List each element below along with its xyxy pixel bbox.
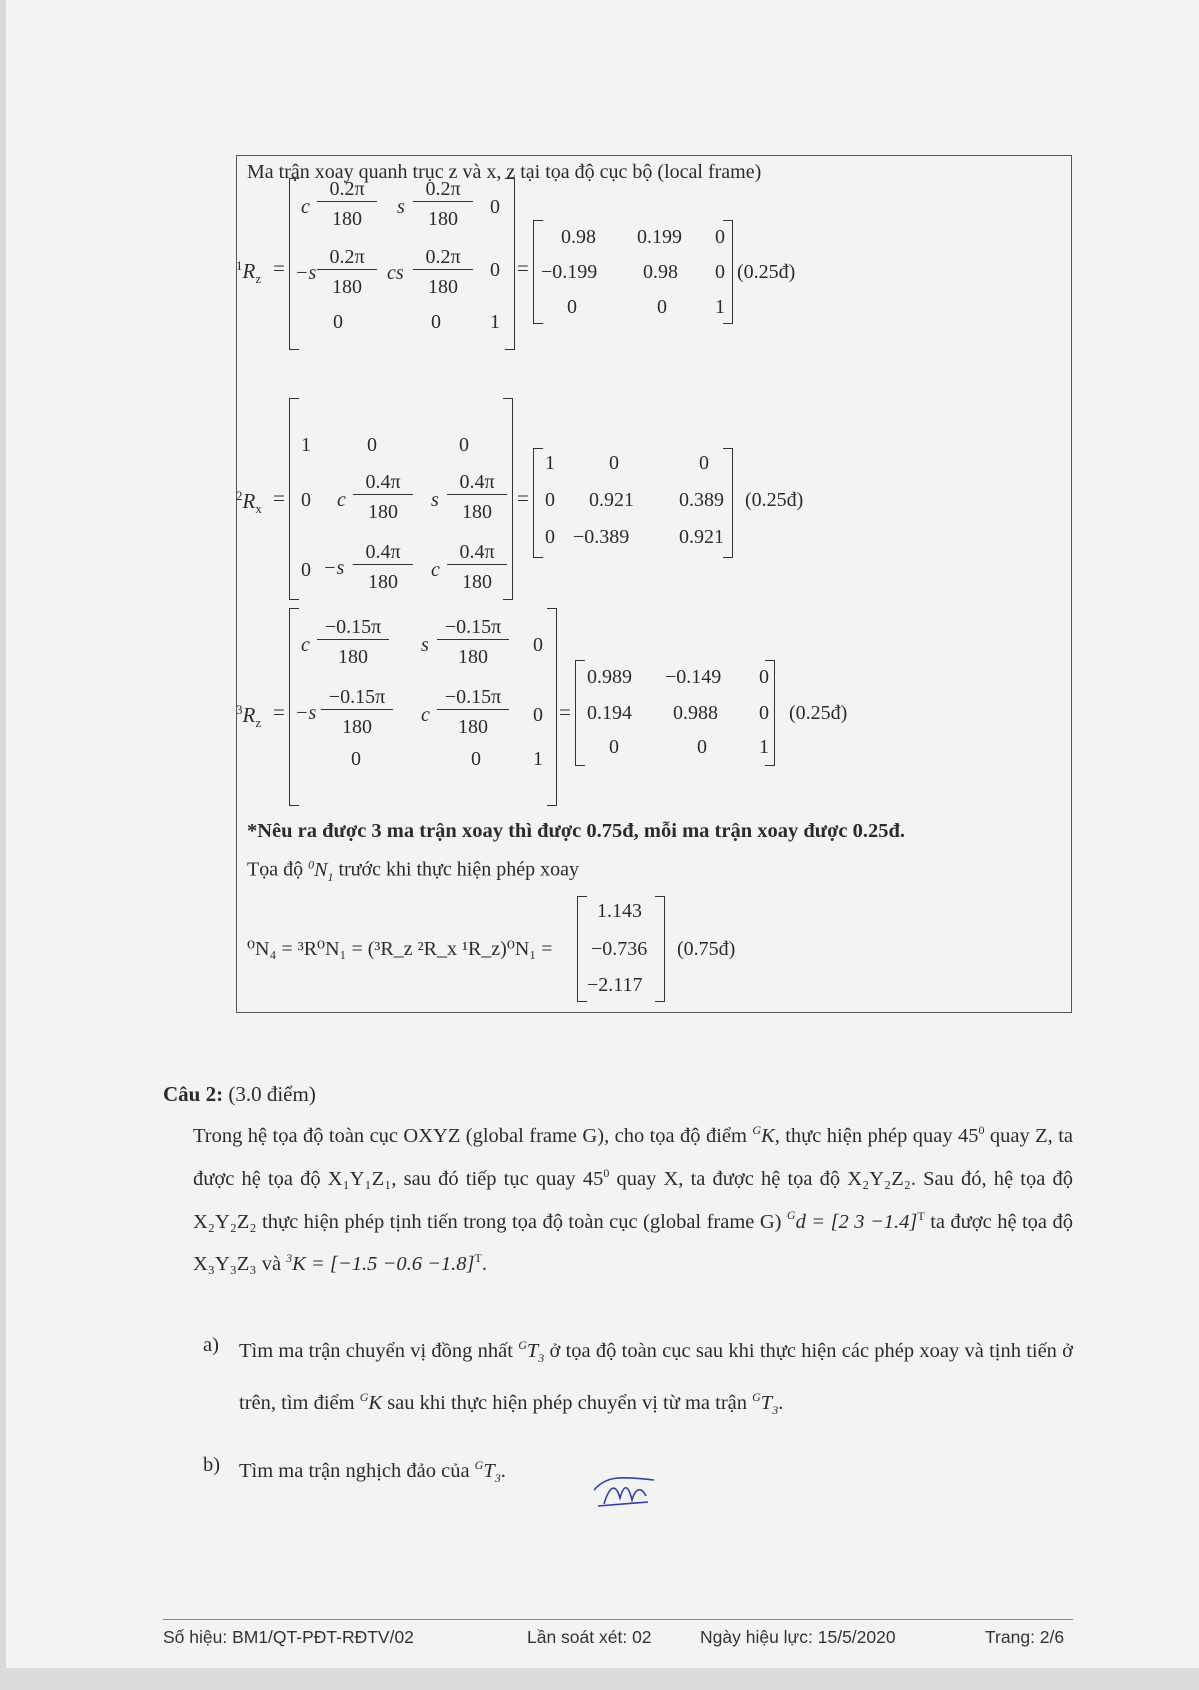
rz2-n-r2c3: 0: [759, 702, 769, 724]
rx-n-r3c1: 0: [545, 526, 555, 548]
rz2-r1c2: s −0.15π 180: [421, 616, 521, 672]
rx-r3c1: 0: [301, 559, 311, 581]
rx-bracket-right: [503, 398, 513, 600]
rz2-n-r2c2: 0.988: [673, 702, 718, 724]
rz2-equals-2: =: [559, 700, 571, 724]
rz2-n-r3c1: 0: [609, 736, 619, 758]
scan-bottom: [0, 1668, 1199, 1690]
rx-n-r3c3: 0.921: [679, 526, 724, 548]
rz-r3c3: 1: [490, 311, 500, 333]
rz2-num-bracket-right: [765, 660, 775, 766]
rz2-bracket-right: [547, 608, 557, 806]
rz2-equals: =: [273, 700, 285, 724]
footer-effective-date: Ngày hiệu lực: 15/5/2020: [700, 1627, 896, 1647]
footer-doc-code: Số hiệu: BM1/QT-PĐT-RĐTV/02: [163, 1627, 414, 1647]
rz-n-r3c1: 0: [567, 296, 577, 318]
n4-bracket-right: [655, 896, 665, 1002]
rz-num-bracket-right: [723, 220, 733, 324]
rx-bracket-left: [289, 398, 299, 600]
rz-n-r1c3: 0: [715, 226, 725, 248]
rz2-r2c1: −s −0.15π 180: [295, 686, 405, 742]
rx-num-bracket-left: [533, 448, 543, 558]
rz2-r3c1: 0: [351, 748, 361, 770]
rz-score: (0.25đ): [737, 261, 796, 283]
rz-r3c2: 0: [431, 311, 441, 333]
rz-n-r2c1: −0.199: [541, 261, 598, 283]
n4-expression: ⁰N₄ = ³R⁰N₁ = (³R_z ²R_x ¹R_z)⁰N₁ =: [247, 938, 553, 960]
rx-r2c2: c 0.4π 180: [337, 471, 417, 527]
rx-num-bracket-right: [723, 448, 733, 558]
answer-box: [236, 155, 1072, 1013]
rz2-r3c2: 0: [471, 748, 481, 770]
rz-r2c1: −s 0.2π 180: [295, 246, 385, 302]
rx-n-r2c2: 0.921: [589, 489, 634, 511]
n4-v2: −0.736: [591, 938, 648, 960]
rz2-n-r1c1: 0.989: [587, 666, 632, 688]
n4-score: (0.75đ): [677, 938, 736, 960]
rx-equals: =: [273, 486, 285, 510]
rz-n-r3c2: 0: [657, 296, 667, 318]
scan-edge: [0, 0, 6, 1690]
scoring-note: *Nêu ra được 3 ma trận xoay thì được 0.75đ, mỗi ma trận xoay được 0.25đ.: [247, 820, 906, 842]
rx-n-r1c3: 0: [699, 452, 709, 474]
question-paragraph: Trong hệ tọa độ toàn cục OXYZ (global frame G), cho tọa độ điểm $^G$K, thực hiện phép quay $45^0$ quay Z, ta được hệ tọa độ X₁Y₁Z₁, sau đó tiếp tục quay $45^0$ quay X, ta được hệ tọa độ X₂Y₂Z₂. Sau đó, hệ tọa độ X₂Y₂Z₂ thực hiện phép tịnh tiến trong tọa độ toàn cục (global frame G) $^G$d = [2 3 −1.4]$^T$ ta được hệ tọa độ X₃Y₃Z₃ và $^3K = [-1.5 -0.6 -1.8]^T$.: [193, 1123, 1074, 1276]
rz2-r1c1: c −0.15π 180: [301, 616, 401, 672]
footer-rule: [163, 1619, 1073, 1620]
rz-n-r2c3: 0: [715, 261, 725, 283]
rz-equals: =: [273, 256, 285, 280]
rz2-n-r3c3: 1: [759, 736, 769, 758]
rz-equals-2: =: [517, 256, 529, 280]
rx-r1c1: 1: [301, 434, 311, 456]
rz-bracket-right: [505, 178, 515, 350]
rx-r3c3: c 0.4π 180: [431, 541, 511, 597]
rz2-n-r3c2: 0: [697, 736, 707, 758]
rx-n-r1c1: 1: [545, 452, 555, 474]
question-item-a: a) Tìm ma trận chuyển vị đồng nhất $^GT_3$ ở tọa độ toàn cục sau khi thực hiện các phép xoay và tịnh tiến ở trên, tìm điểm $^G$K sau khi thực hiện phép chuyển vị từ ma trận $^GT_3$.: [203, 1334, 1074, 1417]
rx-n-r2c1: 0: [545, 489, 555, 511]
rx-score: (0.25đ): [745, 489, 804, 511]
rz2-lhs: $^3R_z$: [236, 702, 262, 731]
rz-r2c2: cs 0.2π 180: [387, 246, 477, 302]
rz-r2c3: 0: [490, 259, 500, 281]
n4-bracket-left: [577, 896, 587, 1002]
rx-r1c2: 0: [367, 434, 377, 456]
footer-revision: Lần soát xét: 02: [527, 1627, 652, 1647]
rx-n-r2c3: 0.389: [679, 489, 724, 511]
rx-n-r3c2: −0.389: [573, 526, 630, 548]
rx-r2c3: s 0.4π 180: [431, 471, 511, 527]
rz-n-r2c2: 0.98: [643, 261, 678, 283]
rz2-r3c3: 1: [533, 748, 543, 770]
n1-note: Tọa độ $^0N_1$ trước khi thực hiện phép xoay: [247, 857, 579, 884]
answer-title: Ma trận xoay quanh trục z và x, z tại tọa độ cục bộ (local frame): [247, 161, 762, 183]
rz2-r2c2: c −0.15π 180: [421, 686, 521, 742]
n4-v3: −2.117: [587, 974, 643, 996]
rx-equals-2: =: [517, 486, 529, 510]
rz2-n-r2c1: 0.194: [587, 702, 632, 724]
n4-v1: 1.143: [597, 900, 642, 922]
rx-r1c3: 0: [459, 434, 469, 456]
footer-page-number: Trang: 2/6: [985, 1627, 1065, 1647]
rz2-r2c3: 0: [533, 704, 543, 726]
rx-r3c2: −s 0.4π 180: [323, 541, 418, 597]
rz-r1c2: s 0.2π 180: [397, 178, 477, 234]
signature-icon: [590, 1470, 660, 1510]
rz2-score: (0.25đ): [789, 702, 848, 724]
rx-r2c1: 0: [301, 489, 311, 511]
rz-n-r3c3: 1: [715, 296, 725, 318]
rz2-n-r1c2: −0.149: [665, 666, 722, 688]
rz2-n-r1c3: 0: [759, 666, 769, 688]
rz2-num-bracket-left: [575, 660, 585, 766]
rz-n-r1c2: 0.199: [637, 226, 682, 248]
rz-r3c1: 0: [333, 311, 343, 333]
rz-r1c1: c 0.2π 180: [301, 178, 381, 234]
rz-n-r1c1: 0.98: [561, 226, 596, 248]
question-item-b: b) Tìm ma trận nghịch đảo của $^GT_3$.: [203, 1454, 506, 1485]
question-heading: Câu 2: (3.0 điểm): [163, 1082, 316, 1106]
rz-lhs: $^1R_z$: [236, 258, 262, 287]
rz-r1c3: 0: [490, 196, 500, 218]
rx-n-r1c2: 0: [609, 452, 619, 474]
rx-lhs: $^2R_x$: [236, 488, 262, 517]
rz2-r1c3: 0: [533, 634, 543, 656]
